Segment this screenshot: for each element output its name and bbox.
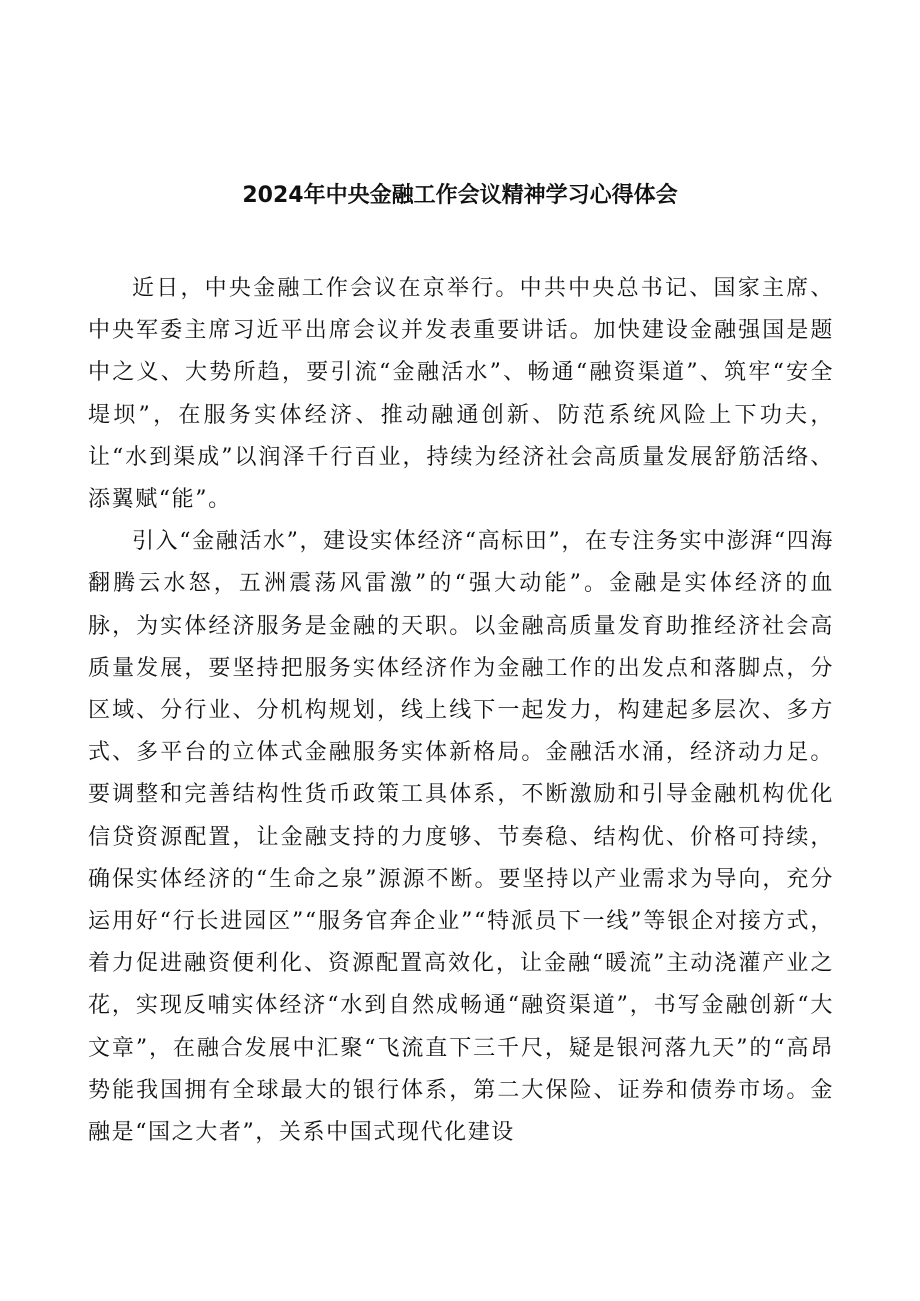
paragraph-1: 近日，中央金融工作会议在京举行。中共中央总书记、国家主席、中央军委主席习近平出席会议并发表重要讲话。加快建设金融强国是题中之义、大势所趋，要引流“金融活水”、畅通“融资渠道”、筑牢“安全堤坝”，在服务实体经济、推动融通创新、防范系统风险上下功夫，让“水到渠成”以润泽千行百业，持续为经济社会高质量发展舒筋活络、添翼赋“能”。 [88, 276, 834, 513]
paragraph-2: 引入“金融活水”，建设实体经济“高标田”，在专注务实中澎湃“四海翻腾云水怒，五洲震荡风雷激”的“强大动能”。金融是实体经济的血脉，为实体经济服务是金融的天职。以金融高质量发育助推经济社会高质量发展，要坚持把服务实体经济作为金融工作的出发点和落脚点，分区域、分行业、分机构规划，线上线下一起发力，构建起多层次、多方式、多平台的立体式金融服务实体新格局。金融活水涌，经济动力足。要调整和完善结构性货币政策工具体系，不断激励和引导金融机构优化信贷资源配置，让金融支持的力度够、节奏稳、结构优、价格可持续，确保实体经济的“生命之泉”源源不断。要坚持以产业需求为导向，充分运用好“行长进园区”“服务官奔企业”“特派员下一线”等银企对接方式，着力促进融资便利化、资源配置高效化，让金融“暖流”主动浇灌产业之花，实现反哺实体经济“水到自然成畅通“融资渠道”，书写金融创新“大文章”，在融合发展中汇聚“飞流直下三千尺，疑是银河落九天”的“高昂势能我国拥有全球最大的银行体系，第二大保险、证券和债券市场。金融是“国之大者”，关系中国式现代化建设 [88, 529, 834, 1146]
document-title: 2024年中央金融工作会议精神学习心得体会 [242, 183, 678, 208]
document-body [88, 268, 834, 1154]
